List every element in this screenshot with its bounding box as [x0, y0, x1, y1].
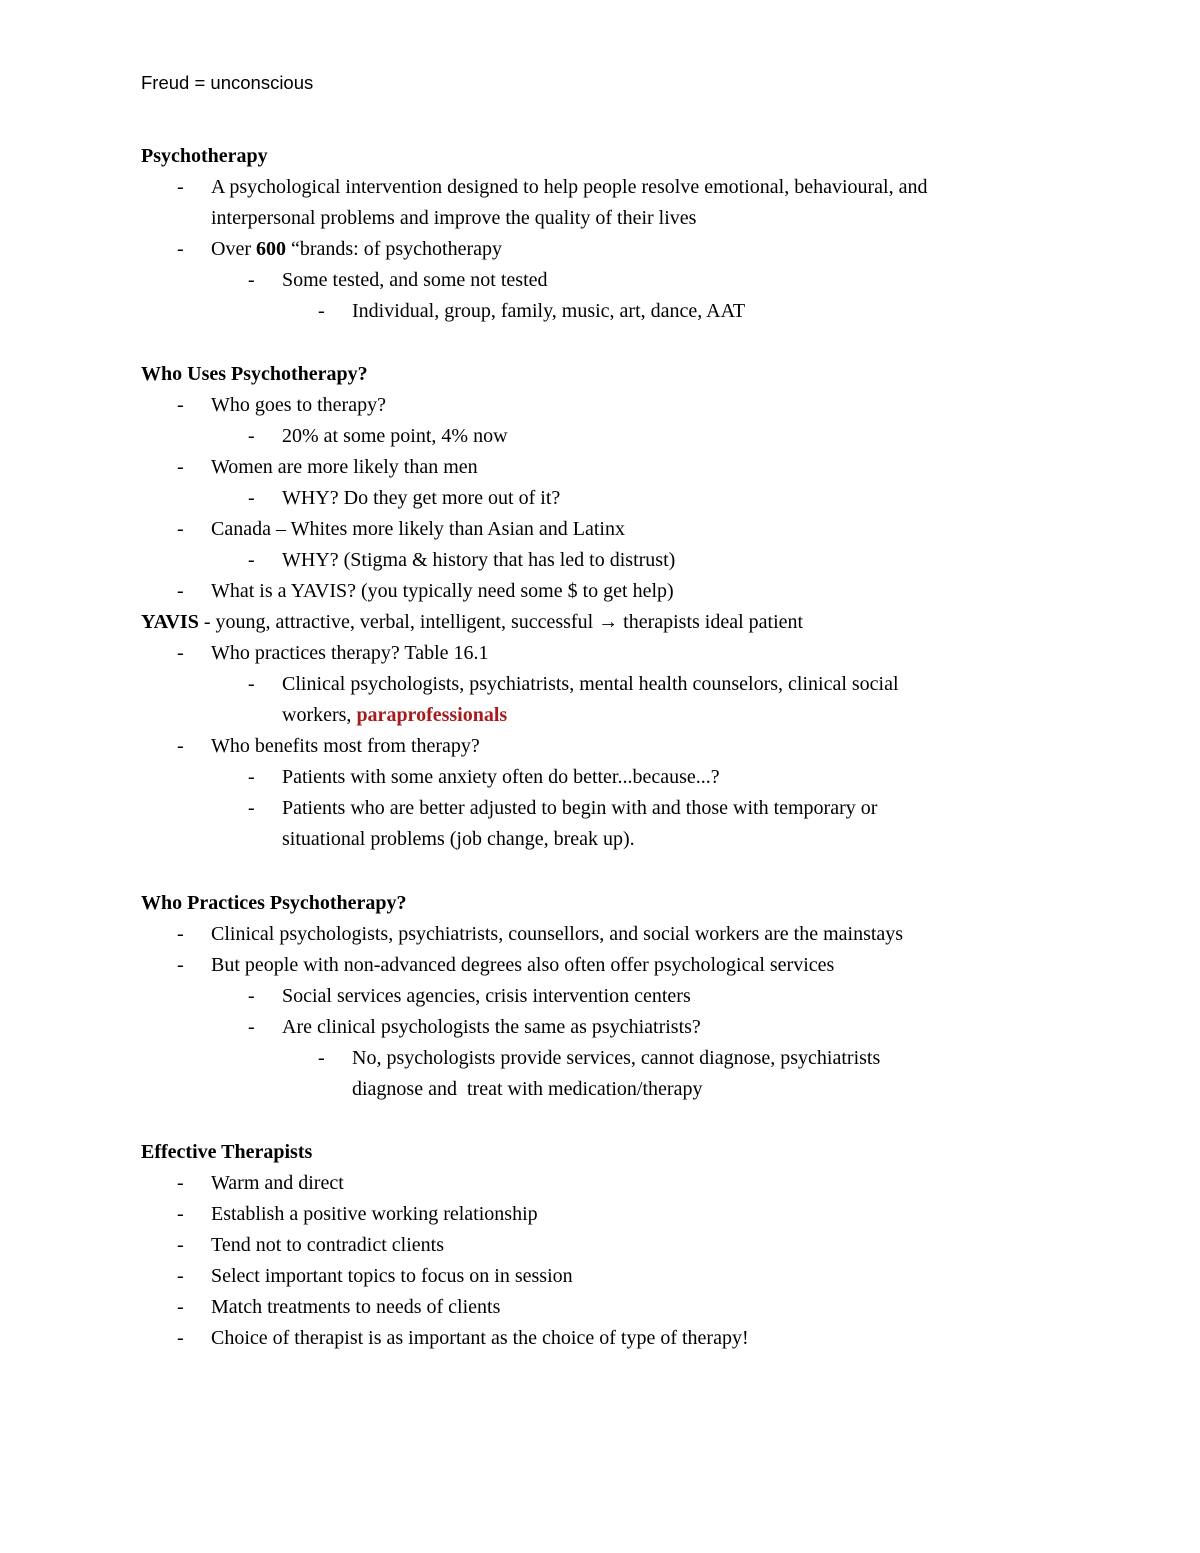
list-item: - No, psychologists provide services, cannot diagnose, psychiatrists [0, 1043, 1100, 1074]
bullet-dash: - [248, 766, 255, 788]
paraprofessionals-highlight: paraprofessionals [356, 704, 508, 726]
list-item: - Warm and direct [0, 1168, 1100, 1199]
list-item: - Women are more likely than men [0, 452, 1100, 483]
bullet-dash: - [318, 1047, 325, 1069]
brands-text: Over 600 “brands: of psychotherapy [211, 238, 503, 260]
list-item: - Individual, group, family, music, art, dance, AAT [0, 296, 1100, 327]
list-item: - Choice of therapist is as important as the choice of type of therapy! [0, 1323, 1100, 1354]
list-item: - Tend not to contradict clients [0, 1230, 1100, 1261]
list-item: - WHY? (Stigma & history that has led to distrust) [0, 545, 1100, 576]
yavis-term: YAVIS [141, 611, 199, 633]
bullet-dash: - [248, 1016, 255, 1038]
heading-effective-therapists: Effective Therapists [141, 1141, 313, 1163]
bullet-dash: - [248, 673, 255, 695]
list-item: - 20% at some point, 4% now [0, 421, 1100, 452]
list-item: - A psychological intervention designed to help people resolve emotional, behavioural, and [0, 172, 1100, 203]
list-item: - Establish a positive working relationship [0, 1199, 1100, 1230]
brands-count: 600 [255, 238, 286, 260]
bullet-dash: - [248, 425, 255, 447]
bullet-dash: - [177, 954, 184, 976]
heading-who-uses: Who Uses Psychotherapy? [141, 363, 368, 385]
list-item: - Clinical psychologists, psychiatrists, counsellors, and social workers are the mainstays [0, 919, 1100, 950]
list-item: - Social services agencies, crisis intervention centers [0, 981, 1100, 1012]
bullet-dash: - [248, 985, 255, 1007]
bullet-dash: - [318, 300, 325, 322]
list-item: - What is a YAVIS? (you typically need some $ to get help) [0, 576, 1100, 607]
bullet-dash: - [177, 1172, 184, 1194]
list-item-continuation: situational problems (job change, break up). [282, 828, 635, 850]
list-item: - Who practices therapy? Table 16.1 [0, 638, 1100, 669]
bullet-dash: - [177, 238, 184, 260]
bullet-dash: - [177, 1234, 184, 1256]
list-item: - Who benefits most from therapy? [0, 731, 1100, 762]
list-item-continuation: diagnose and treat with medication/therapy [352, 1078, 703, 1100]
bullet-dash: - [177, 176, 184, 198]
bullet-dash: - [248, 797, 255, 819]
list-item: - But people with non-advanced degrees also often offer psychological services [0, 950, 1100, 981]
list-item-continuation: interpersonal problems and improve the quality of their lives [211, 207, 697, 229]
bullet-dash: - [248, 487, 255, 509]
bullet-dash: - [177, 1296, 184, 1318]
bullet-dash: - [177, 642, 184, 664]
heading-who-practices: Who Practices Psychotherapy? [141, 892, 407, 914]
list-item: - Match treatments to needs of clients [0, 1292, 1100, 1323]
list-item: - Canada – Whites more likely than Asian and Latinx [0, 514, 1100, 545]
list-item: - Some tested, and some not tested [0, 265, 1100, 296]
bullet-dash: - [177, 580, 184, 602]
list-item: - Are clinical psychologists the same as psychiatrists? [0, 1012, 1100, 1043]
bullet-dash: - [177, 518, 184, 540]
bullet-dash: - [177, 735, 184, 757]
bullet-dash: - [177, 1203, 184, 1225]
list-item: - WHY? Do they get more out of it? [0, 483, 1100, 514]
list-item: - Patients who are better adjusted to begin with and those with temporary or [0, 793, 1100, 824]
list-item [0, 234, 1100, 265]
list-item: - Select important topics to focus on in session [0, 1261, 1100, 1292]
intro-text: Freud = unconscious [141, 72, 314, 93]
bullet-dash: - [248, 549, 255, 571]
list-item: - Clinical psychologists, psychiatrists, mental health counselors, clinical social [0, 669, 1100, 700]
list-item-continuation: workers, paraprofessionals [282, 704, 508, 726]
bullet-dash: - [177, 394, 184, 416]
bullet-dash: - [248, 269, 255, 291]
bullet-dash: - [177, 456, 184, 478]
list-item: - Patients with some anxiety often do better...because...? [0, 762, 1100, 793]
heading-psychotherapy: Psychotherapy [141, 145, 268, 167]
bullet-dash: - [177, 1265, 184, 1287]
bullet-dash: - [177, 1327, 184, 1349]
intro-line [0, 67, 1100, 98]
yavis-definition: YAVIS - young, attractive, verbal, intelligent, successful → therapists ideal patient [141, 611, 804, 633]
bullet-dash: - [177, 923, 184, 945]
list-item: - Who goes to therapy? [0, 390, 1100, 421]
